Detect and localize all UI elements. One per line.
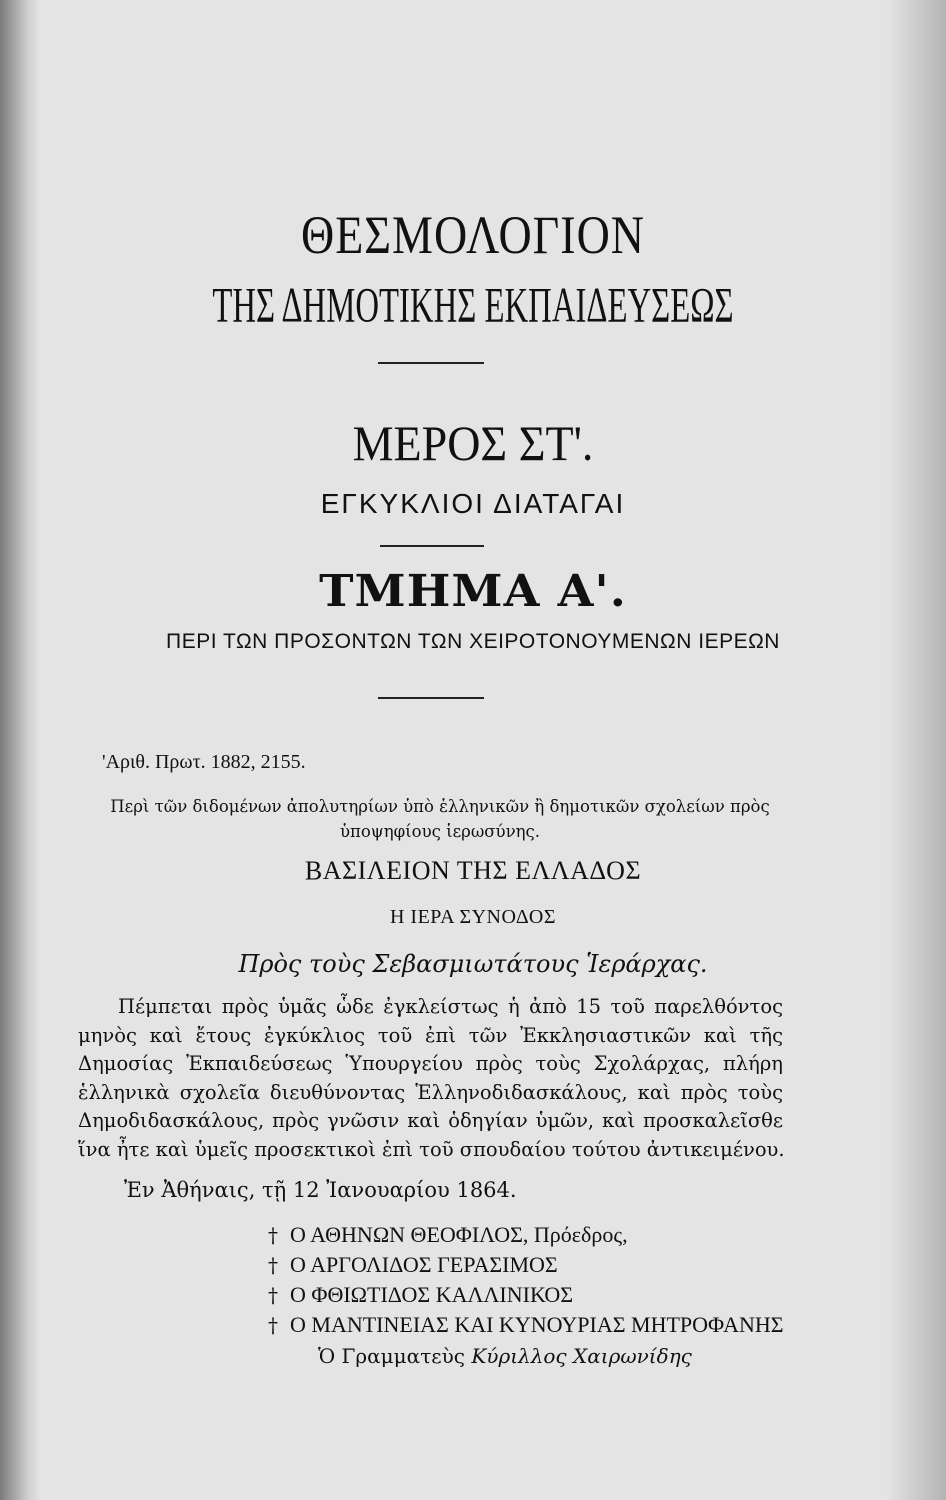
signature-block bbox=[268, 1220, 788, 1340]
main-title: ΘΕΣΜΟΛΟΓΙΟΝ bbox=[300, 204, 646, 265]
document-subject bbox=[100, 794, 780, 844]
signature-row bbox=[268, 1280, 788, 1310]
signatory: Ο ΦΘΙΩΤΙΔΟΣ ΚΑΛΛΙΝΙΚΟΣ bbox=[290, 1282, 574, 1307]
main-subtitle: ΤΗΣ ΔΗΜΟΤΙΚΗΣ ΕΚΠΑΙΔΕΥΣΕΩΣ bbox=[212, 278, 734, 334]
signature-row bbox=[268, 1250, 788, 1280]
secretary-name: Κύριλλος Χαιρωνίδης bbox=[471, 1344, 692, 1368]
circular-body bbox=[78, 993, 783, 1164]
date-line: Ἐν Ἀθήναις, τῇ 12 Ἰανουαρίου 1864. bbox=[124, 1178, 517, 1202]
signatory: Ο ΑΘΗΝΩΝ ΘΕΟΦΙΛΟΣ, Πρόεδρος, bbox=[290, 1222, 628, 1247]
issuing-body: Η ΙΕΡΑ ΣΥΝΟΔΟΣ bbox=[389, 906, 557, 928]
protocol-number: 'Αριθ. Πρωτ. 1882, 2155. bbox=[102, 751, 306, 773]
body-line: ἑλληνικὰ σχολεῖα διευθύνοντας Ἑλληνοδιδασκάλους, καὶ πρὸς τοὺς bbox=[78, 1080, 783, 1104]
cross-icon: † bbox=[268, 1313, 278, 1337]
body-line: Δημοσίας Ἐκπαιδεύσεως Ὑπουργείου πρὸς τοὺς Σχολάρχας, πλήρη bbox=[78, 1052, 783, 1075]
signatory: Ο ΜΑΝΤΙΝΕΙΑΣ ΚΑΙ ΚΥΝΟΥΡΙΑΣ ΜΗΤΡΟΦΑΝΗΣ bbox=[290, 1312, 784, 1337]
cross-icon: † bbox=[268, 1223, 278, 1247]
divider-rule bbox=[380, 545, 484, 547]
cross-icon: † bbox=[268, 1283, 278, 1307]
divider-rule bbox=[378, 362, 484, 364]
part-title: ΜΕΡΟΣ ΣΤ'. bbox=[352, 415, 594, 472]
addressee-line: Πρὸς τοὺς Σεβασμιωτάτους Ἱεράρχας. bbox=[238, 950, 708, 978]
signatory: Ο ΑΡΓΟΛΙΔΟΣ ΓΕΡΑΣΙΜΟΣ bbox=[290, 1252, 558, 1277]
body-line: ἵνα ἦτε καὶ ὑμεῖς προσεκτικοὶ ἐπὶ τοῦ σπουδαίου τούτου ἀντικειμένου. bbox=[78, 1137, 785, 1161]
section-title: ΤΜΗΜΑ Α'. bbox=[319, 566, 627, 617]
section-subtitle: ΠΕΡΙ ΤΩΝ ΠΡΟΣΟΝΤΩΝ ΤΩΝ ΧΕΙΡΟΤΟΝΟΥΜΕΝΩΝ ΙΕΡΕΩΝ bbox=[166, 630, 780, 653]
signature-row bbox=[268, 1220, 788, 1250]
cross-icon: † bbox=[268, 1253, 278, 1277]
signature-row bbox=[268, 1310, 788, 1340]
body-line: μηνὸς καὶ ἔτους ἐγκύκλιος τοῦ ἐπὶ τῶν Ἐκκλησιαστικῶν καὶ τῆς bbox=[78, 1023, 783, 1047]
subject-line: Περὶ τῶν διδομένων ἀπολυτηρίων ὑπὸ ἑλληνικῶν ἢ δημοτικῶν σχολείων πρὸς bbox=[110, 797, 770, 816]
body-line: Δημοδιδασκάλους, πρὸς γνῶσιν καὶ ὁδηγίαν ὑμῶν, καὶ προσκαλεῖσθε bbox=[78, 1109, 783, 1132]
body-line: Πέμπεται πρὸς ὑμᾶς ὧδε ἐγκλείστως ἡ ἀπὸ 15 τοῦ παρελθόντος bbox=[118, 995, 783, 1018]
secretary-label: Ὁ Γραμματεὺς bbox=[318, 1344, 465, 1368]
secretary-line bbox=[318, 1344, 692, 1368]
part-subtitle: ΕΓΚΥΚΛΙΟΙ ΔΙΑΤΑΓΑΙ bbox=[320, 488, 626, 519]
subject-line: ὑποψηφίους ἱερωσύνης. bbox=[340, 822, 540, 841]
divider-rule bbox=[378, 697, 484, 699]
issuer-heading: ΒΑΣΙΛΕΙΟΝ ΤΗΣ ΕΛΛΑΔΟΣ bbox=[304, 856, 642, 885]
